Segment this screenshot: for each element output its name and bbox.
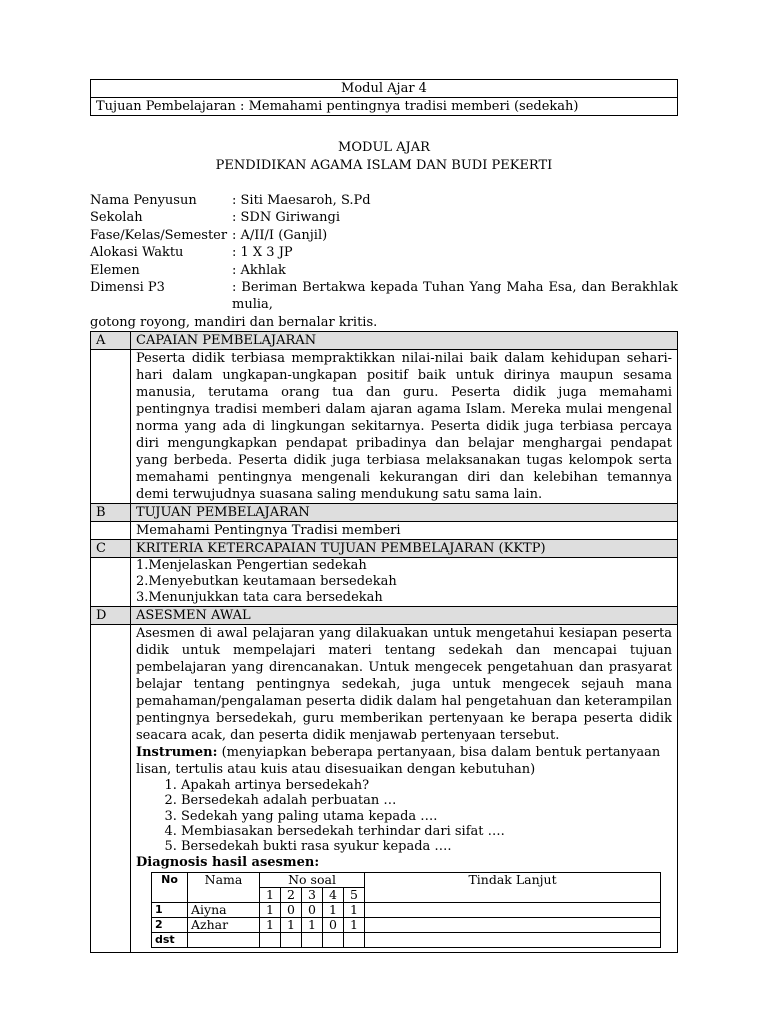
question-item: 1. Apakah artinya bersedekah? <box>181 778 672 793</box>
tujuan-text: Memahami Pentingnya Tradisi memberi <box>131 522 678 540</box>
identity-row <box>90 262 678 279</box>
document-title <box>90 139 678 175</box>
capaian-text: Peserta didik terbiasa mempraktikkan nilai-nilai baik dalam kehidupan sehari-hari dalam ungkapan-ungkapan positif baik untuk dirinya maupun sesama manusia, terutama orang tua dan guru. Peserta didik juga memahami pentingnya tradisi memberi dalam ajaran agama Islam. Mereka mulai mengenal norma yang ada di lingkungan sekitarnya. Peserta didik juga terbiasa percaya diri mengungkapkan pendapat pribadinya dan belajar menghargai pendapat yang berbeda. Peserta didik juga terbiasa melaksanakan tugas kelompok serta memahami pentingnya mengenali kekurangan diri dan kelebihan temannya demi terwujudnya suasana saling mendukung satu sama lain. <box>131 350 678 504</box>
identity-row <box>90 244 678 261</box>
section-c-header <box>91 540 678 558</box>
row-score: 0 <box>302 903 323 918</box>
asesmen-text: Asesmen di awal pelajaran yang dilakuakan untuk mengetahui kesiapan peserta didik untuk mempelajari materi tentang sedekah dan mencapai tujuan pembelajaran yang direncanakan. Untuk mengecek pengetahuan dan prasyarat belajar tentang pentingnya sedekah, juga untuk mengecek sejauh mana pemahaman/pengalaman peserta didik dalam hal pengetahuan dan keterampilan pentingnya bersedekah, guru memberikan pertenyaan ke berapa peserta didik seacara acak, dan peserta didik menjawab pertenyaan tersebut. <box>136 626 673 743</box>
soal-number: 3 <box>302 888 323 903</box>
row-score: 1 <box>323 903 344 918</box>
tujuan-label: Tujuan Pembelajaran : Memahami pentingnya tradisi memberi (sedekah) <box>91 98 678 116</box>
table-row <box>152 903 661 918</box>
kktp-item: 2.Menyebutkan keutamaan bersedekah <box>136 574 397 589</box>
instrumen-label: Instrumen: <box>136 745 218 760</box>
soal-number: 5 <box>344 888 365 903</box>
row-tindak-lanjut <box>365 918 661 933</box>
section-letter: C <box>91 540 131 558</box>
title-line-2: PENDIDIKAN AGAMA ISLAM DAN BUDI PEKERTI <box>215 158 553 173</box>
question-item: 3. Sedekah yang paling utama kepada …. <box>181 809 672 824</box>
row-nama <box>188 933 260 948</box>
diagnosis-table <box>151 872 661 948</box>
row-score <box>344 933 365 948</box>
identity-value: : 1 X 3 JP <box>232 245 293 261</box>
identity-value: : A/II/I (Ganjil) <box>232 227 328 243</box>
row-score: 1 <box>281 918 302 933</box>
modul-label: Modul Ajar 4 <box>91 80 678 98</box>
identity-row <box>90 192 678 209</box>
identity-label: Alokasi Waktu <box>90 245 184 261</box>
section-d-body <box>91 625 678 953</box>
section-letter: A <box>91 332 131 350</box>
row-score: 1 <box>260 918 281 933</box>
dimensi-value: : Beriman Bertakwa kepada Tuhan Yang Maha Esa, dan Berakhlak mulia, <box>232 280 678 313</box>
question-item: 5. Bersedekah bukti rasa syukur kepada …. <box>181 839 672 854</box>
row-no: 2 <box>152 918 188 933</box>
row-score <box>260 933 281 948</box>
section-a-body <box>91 350 678 504</box>
row-score <box>302 933 323 948</box>
diag-header-row <box>152 873 661 888</box>
section-d-header <box>91 607 678 625</box>
identity-value: : Akhlak <box>232 262 286 278</box>
section-letter: B <box>91 504 131 522</box>
module-content-table <box>90 331 678 953</box>
row-score: 0 <box>281 903 302 918</box>
row-no: dst <box>152 933 188 948</box>
dimensi-row <box>90 279 678 314</box>
section-b-header <box>91 504 678 522</box>
row-score: 0 <box>323 918 344 933</box>
diag-header-no-soal: No soal <box>260 873 365 888</box>
question-list <box>136 778 672 854</box>
row-score: 1 <box>344 918 365 933</box>
section-letter: D <box>91 607 131 625</box>
instrumen-paragraph <box>136 744 672 778</box>
table-row <box>152 918 661 933</box>
row-score <box>281 933 302 948</box>
section-heading: CAPAIAN PEMBELAJARAN <box>131 332 678 350</box>
soal-number: 4 <box>323 888 344 903</box>
section-c-body <box>91 558 678 607</box>
title-line-1: MODUL AJAR <box>338 140 430 155</box>
kktp-item: 1.Menjelaskan Pengertian sedekah <box>136 558 367 573</box>
kktp-item: 3.Menunjukkan tata cara bersedekah <box>136 590 383 605</box>
diag-header-nama: Nama <box>188 873 260 903</box>
row-score: 1 <box>302 918 323 933</box>
identity-label: Nama Penyusun <box>90 193 197 208</box>
identity-label: Elemen <box>90 262 140 278</box>
row-score <box>323 933 344 948</box>
row-score: 1 <box>344 903 365 918</box>
section-b-body <box>91 522 678 540</box>
question-item: 2. Bersedekah adalah perbuatan … <box>181 793 672 808</box>
row-tindak-lanjut <box>365 933 661 948</box>
identity-value: : SDN Giriwangi <box>232 210 340 226</box>
diag-header-tindak-lanjut: Tindak Lanjut <box>365 873 661 903</box>
section-heading: ASESMEN AWAL <box>131 607 678 625</box>
identity-block <box>90 192 678 331</box>
diagnosis-label: Diagnosis hasil asesmen: <box>136 855 320 871</box>
row-score: 1 <box>260 903 281 918</box>
row-nama: Aiyna <box>188 903 260 918</box>
section-heading: KRITERIA KETERCAPAIAN TUJUAN PEMBELAJARAN (KKTP) <box>131 540 678 558</box>
soal-number: 2 <box>281 888 302 903</box>
dimensi-continuation: gotong royong, mandiri dan bernalar kritis. <box>90 314 378 330</box>
row-nama: Azhar <box>188 918 260 933</box>
module-header-table <box>90 79 678 116</box>
section-a-header <box>91 332 678 350</box>
section-heading: TUJUAN PEMBELAJARAN <box>131 504 678 522</box>
instrumen-text: (menyiapkan beberapa pertanyaan, bisa dalam bentuk pertanyaan lisan, tertulis atau kuis atau disesuaikan dengan kebutuhan) <box>136 745 661 777</box>
identity-value: : Siti Maesaroh, S.Pd <box>232 193 371 208</box>
identity-label: Fase/Kelas/Semester <box>90 227 228 243</box>
row-tindak-lanjut <box>365 903 661 918</box>
row-no: 1 <box>152 903 188 918</box>
diag-header-no: No <box>152 873 188 903</box>
dimensi-label: Dimensi P3 <box>90 280 165 296</box>
question-item: 4. Membiasakan bersedekah terhindar dari sifat …. <box>181 824 672 839</box>
identity-label: Sekolah <box>90 210 143 226</box>
identity-row <box>90 227 678 244</box>
table-row <box>152 933 661 948</box>
identity-row <box>90 209 678 226</box>
soal-number: 1 <box>260 888 281 903</box>
